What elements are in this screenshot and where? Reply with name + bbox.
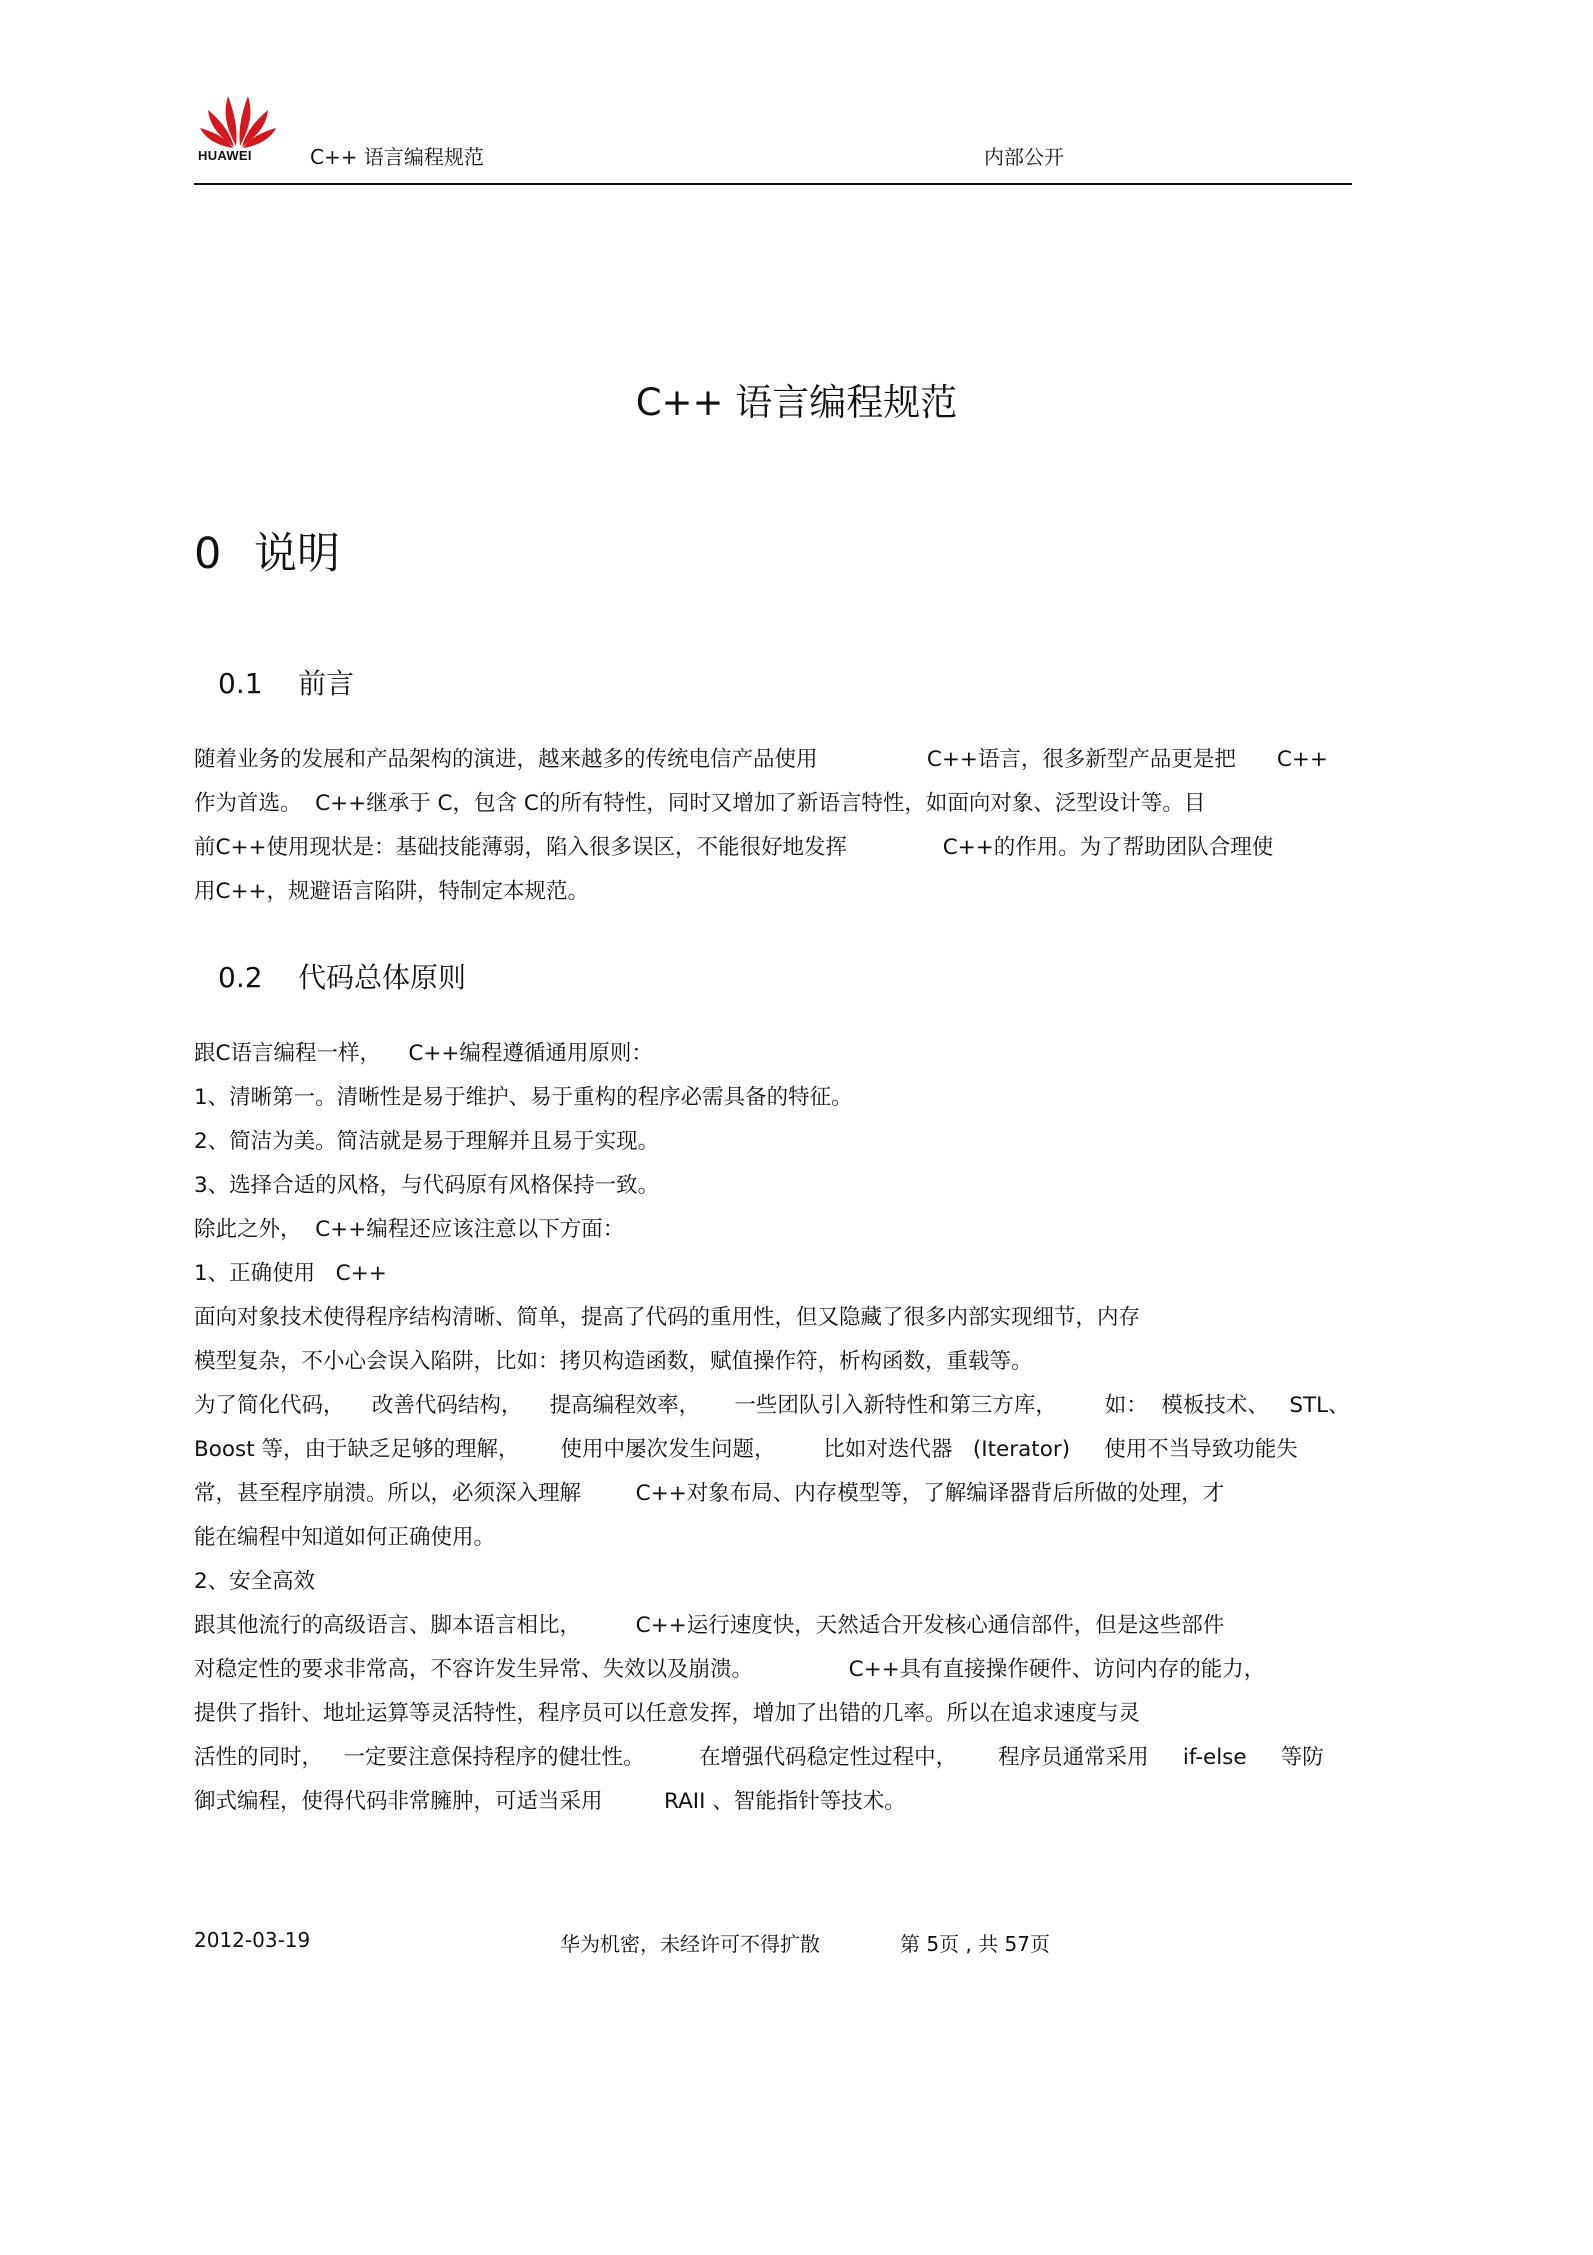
header-document-title: C++ 语言编程规范 xyxy=(310,145,484,169)
paragraph-line: 前C++使用现状是：基础技能薄弱，陷入很多误区，不能很好地发挥 C++的作用。为了帮助团队合理使 xyxy=(194,835,1274,860)
paragraph-line: 作为首选。 C++继承于 C，包含 C的所有特性，同时又增加了新语言特性，如面向对象、泛型设计等。目 xyxy=(194,791,1206,816)
paragraph-line: 对稳定性的要求非常高，不容许发生异常、失效以及崩溃。 C++具有直接操作硬件、访问内存的能力， xyxy=(194,1657,1266,1682)
paragraph-line: 常，甚至程序崩溃。所以，必须深入理解 C++对象布局、内存模型等，了解编译器背后所做的处理，才 xyxy=(194,1481,1225,1506)
section-number: 0.2 xyxy=(218,961,263,994)
paragraph-line: 御式编程，使得代码非常臃肿，可适当采用 RAII 、智能指针等技术。 xyxy=(194,1789,906,1814)
paragraph-line: 跟其他流行的高级语言、脚本语言相比， C++运行速度快，天然适合开发核心通信部件，但是这些部件 xyxy=(194,1613,1225,1638)
paragraph-line: 除此之外， C++编程还应该注意以下方面： xyxy=(194,1217,625,1242)
paragraph-line: 活性的同时， 一定要注意保持程序的健壮性。 在增强代码稳定性过程中， 程序员通常采用 if-else 等防 xyxy=(194,1745,1324,1770)
logo-wordmark: HUAWEI xyxy=(198,148,252,163)
footer-confidentiality: 华为机密，未经许可不得扩散 xyxy=(560,1932,820,1956)
paragraph-line: 为了简化代码， 改善代码结构， 提高编程效率， 一些团队引入新特性和第三方库， 如： 模板技术、 STL、 xyxy=(194,1393,1350,1418)
section-title: 代码总体原则 xyxy=(298,961,467,994)
paragraph-line: 3、选择合适的风格，与代码原有风格保持一致。 xyxy=(194,1173,660,1198)
section-title: 说明 xyxy=(254,529,340,579)
header-classification: 内部公开 xyxy=(984,145,1064,169)
footer-page-number: 第 5页 , 共 57页 xyxy=(900,1932,1050,1956)
paragraph-line: 1、清晰第一。清晰性是易于维护、易于重构的程序必需具备的特征。 xyxy=(194,1085,853,1110)
paragraph-line: 用C++，规避语言陷阱，特制定本规范。 xyxy=(194,879,590,904)
paragraph-line: 1、正确使用 C++ xyxy=(194,1261,387,1286)
footer-date: 2012-03-19 xyxy=(194,1928,311,1952)
section-heading-0-1 xyxy=(218,662,354,702)
paragraph-line: 能在编程中知道如何正确使用。 xyxy=(194,1525,496,1550)
paragraph-line: 提供了指针、地址运算等灵活特性，程序员可以任意发挥，增加了出错的几率。所以在追求速度与灵 xyxy=(194,1701,1141,1726)
paragraph-line: 随着业务的发展和产品架构的演进，越来越多的传统电信产品使用 C++语言，很多新型产品更是把 C++ xyxy=(194,747,1328,772)
paragraph-line: 模型复杂，不小心会误入陷阱，比如：拷贝构造函数，赋值操作符，析构函数，重载等。 xyxy=(194,1349,1033,1374)
header-divider xyxy=(194,183,1352,185)
section-number: 0 xyxy=(194,529,222,579)
paragraph-line: 2、简洁为美。简洁就是易于理解并且易于实现。 xyxy=(194,1129,660,1154)
section-heading-0-2 xyxy=(218,956,466,996)
section-heading-0 xyxy=(194,520,340,581)
paragraph-line: 2、安全高效 xyxy=(194,1569,316,1594)
paragraph-line: Boost 等，由于缺乏足够的理解， 使用中屡次发生问题， 比如对迭代器 (Iterator) 使用不当导致功能失 xyxy=(194,1437,1298,1462)
paragraph-line: 面向对象技术使得程序结构清晰、简单，提高了代码的重用性，但又隐藏了很多内部实现细节，内存 xyxy=(194,1305,1141,1330)
section-number: 0.1 xyxy=(218,667,263,700)
document-title: C++ 语言编程规范 xyxy=(635,381,958,424)
huawei-petals-icon xyxy=(198,90,278,150)
paragraph-line: 跟C语言编程一样， C++编程遵循通用原则： xyxy=(194,1041,653,1066)
section-title: 前言 xyxy=(298,667,355,700)
